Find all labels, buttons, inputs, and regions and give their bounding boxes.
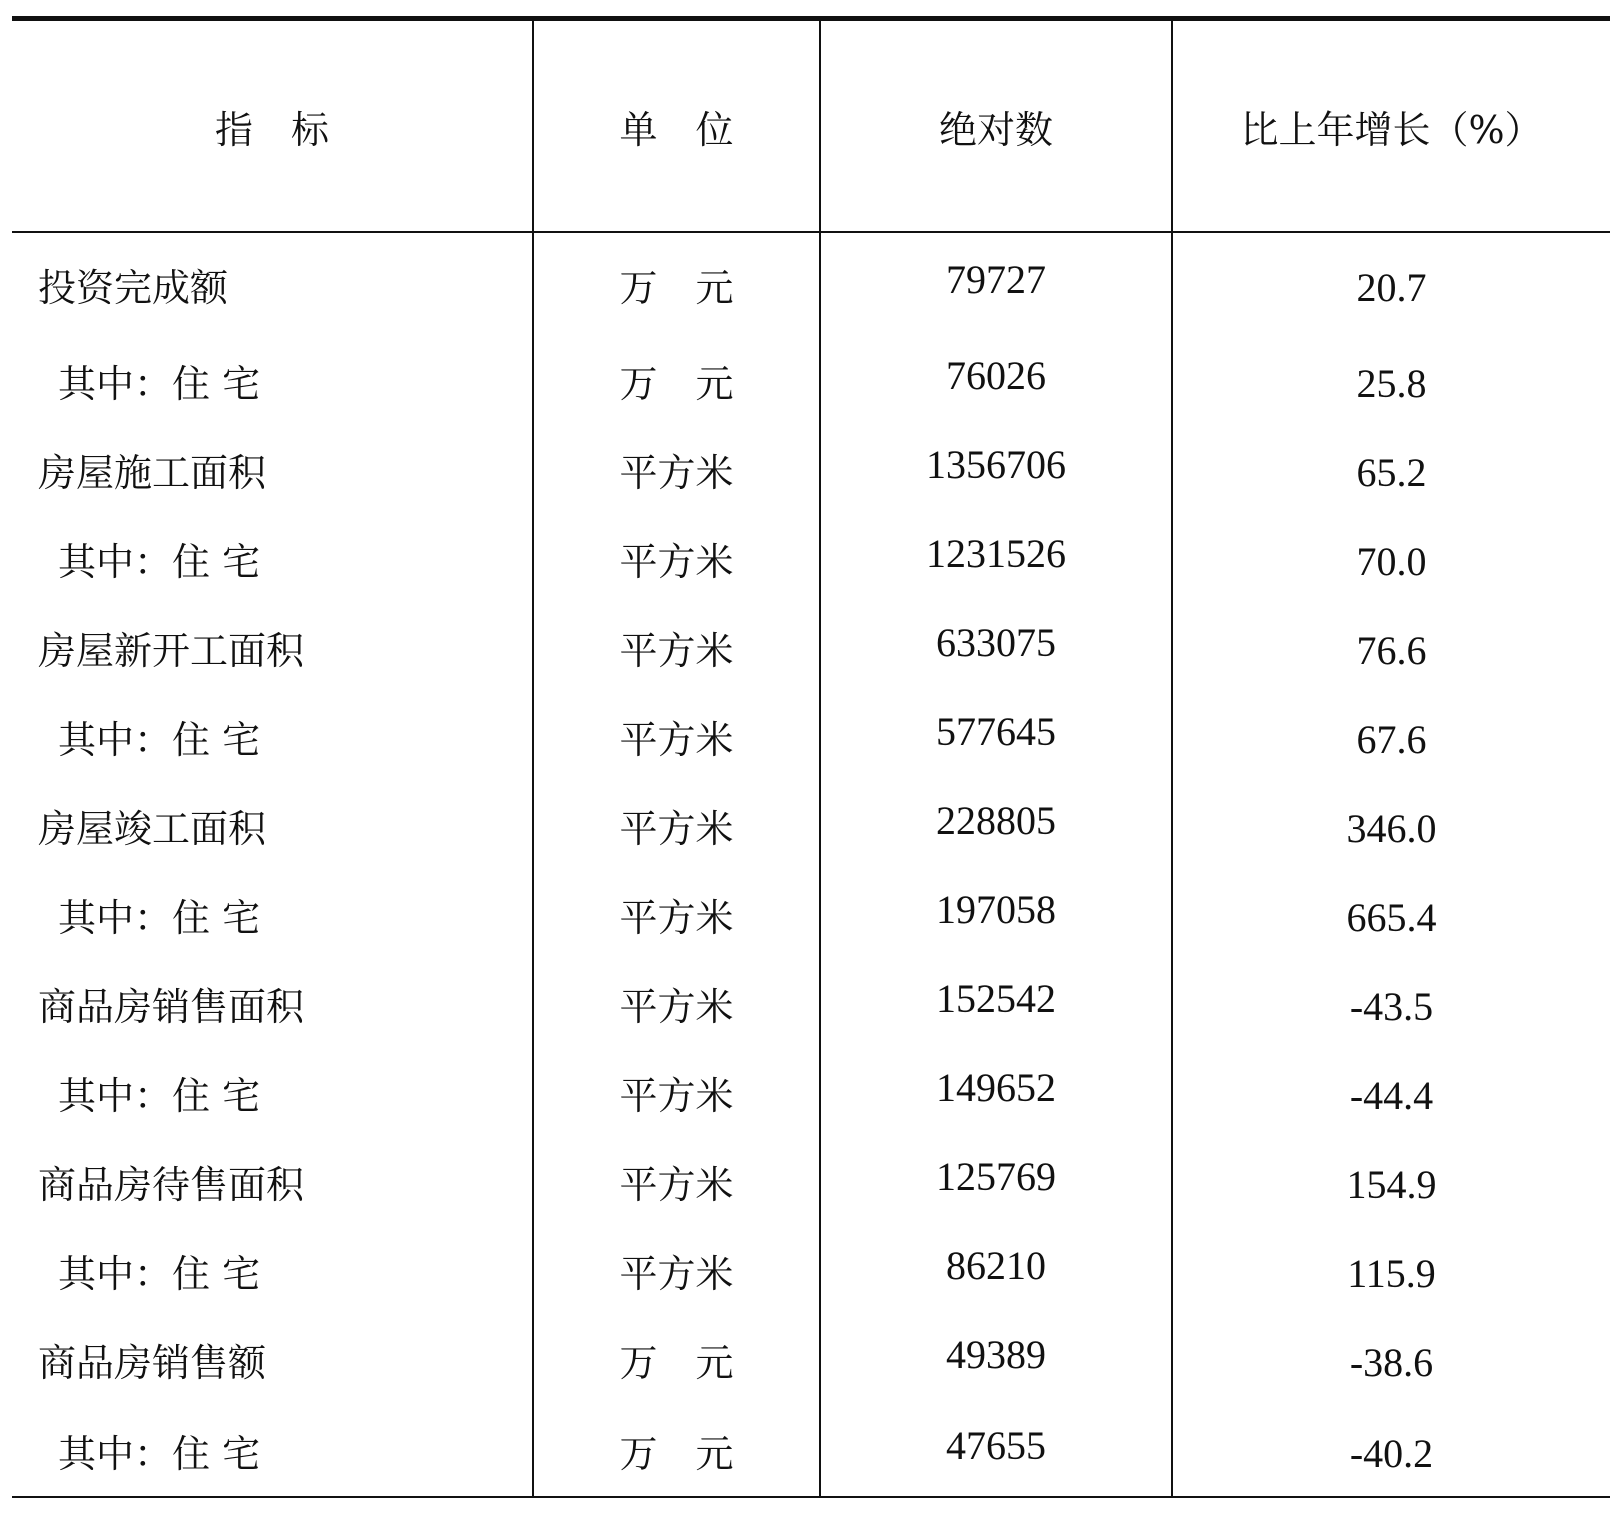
- table-row: [12, 425, 1610, 514]
- table-row: [12, 1404, 1610, 1497]
- growth-percent-cell: -38.6: [1172, 1315, 1610, 1404]
- table-row: [12, 514, 1610, 603]
- growth-percent-cell: 115.9: [1172, 1226, 1610, 1315]
- growth-percent-cell: 65.2: [1172, 425, 1610, 514]
- indicator-label: 房屋新开工面积: [38, 629, 305, 673]
- table-row: [12, 692, 1610, 781]
- indicator-label: 房屋竣工面积: [38, 807, 267, 851]
- table-row: [12, 781, 1610, 870]
- absolute-value-cell: 49389: [820, 1315, 1172, 1404]
- unit-cell: 平方米: [533, 692, 820, 781]
- absolute-value-cell: 228805: [820, 781, 1172, 870]
- unit-cell: 平方米: [533, 603, 820, 692]
- absolute-value-cell: 1231526: [820, 514, 1172, 603]
- unit-cell: 平方米: [533, 1137, 820, 1226]
- absolute-value-cell: 76026: [820, 336, 1172, 425]
- unit-cell: 万 元: [533, 1315, 820, 1404]
- indicator-sub-label: 其中：住 宅: [58, 1074, 261, 1118]
- growth-percent-cell: 25.8: [1172, 336, 1610, 425]
- unit-cell: 平方米: [533, 870, 820, 959]
- growth-percent-cell: 346.0: [1172, 781, 1610, 870]
- unit-cell: 平方米: [533, 1226, 820, 1315]
- growth-percent-cell: -44.4: [1172, 1048, 1610, 1137]
- unit-cell: 万 元: [533, 336, 820, 425]
- table-row: [12, 1226, 1610, 1315]
- absolute-value-cell: 152542: [820, 959, 1172, 1048]
- table-row: [12, 959, 1610, 1048]
- table-row: [12, 1048, 1610, 1137]
- absolute-value-cell: 149652: [820, 1048, 1172, 1137]
- unit-cell: 万 元: [533, 232, 820, 336]
- indicator-label: 投资完成额: [38, 266, 229, 310]
- indicator-label: 商品房销售额: [38, 1341, 267, 1385]
- growth-percent-cell: 76.6: [1172, 603, 1610, 692]
- indicator-sub-label: 其中：住 宅: [58, 362, 261, 406]
- indicator-sub-label: 其中：住 宅: [58, 540, 261, 584]
- header-indicator: 指 标: [12, 19, 533, 233]
- unit-cell: 平方米: [533, 959, 820, 1048]
- absolute-value-cell: 633075: [820, 603, 1172, 692]
- real-estate-stats-table: [12, 16, 1610, 1498]
- header-growth-percent: 比上年增长（%）: [1172, 19, 1610, 233]
- table-body: [12, 232, 1610, 1497]
- absolute-value-cell: 125769: [820, 1137, 1172, 1226]
- unit-cell: 平方米: [533, 1048, 820, 1137]
- header-unit: 单 位: [533, 19, 820, 233]
- growth-percent-cell: 154.9: [1172, 1137, 1610, 1226]
- indicator-sub-label: 其中：住 宅: [58, 718, 261, 762]
- growth-percent-cell: 20.7: [1172, 232, 1610, 336]
- absolute-value-cell: 47655: [820, 1404, 1172, 1497]
- indicator-label: 房屋施工面积: [38, 451, 267, 495]
- indicator-label: 商品房销售面积: [38, 985, 305, 1029]
- absolute-value-cell: 79727: [820, 232, 1172, 336]
- header-absolute-value: 绝对数: [820, 19, 1172, 233]
- table-row: [12, 232, 1610, 336]
- unit-cell: 平方米: [533, 425, 820, 514]
- absolute-value-cell: 197058: [820, 870, 1172, 959]
- table-row: [12, 1137, 1610, 1226]
- indicator-sub-label: 其中：住 宅: [58, 896, 261, 940]
- growth-percent-cell: 70.0: [1172, 514, 1610, 603]
- header-row: [12, 19, 1610, 233]
- growth-percent-cell: -40.2: [1172, 1404, 1610, 1497]
- unit-cell: 万 元: [533, 1404, 820, 1497]
- absolute-value-cell: 1356706: [820, 425, 1172, 514]
- unit-cell: 平方米: [533, 781, 820, 870]
- table-row: [12, 603, 1610, 692]
- growth-percent-cell: 665.4: [1172, 870, 1610, 959]
- indicator-label: 商品房待售面积: [38, 1163, 305, 1207]
- growth-percent-cell: -43.5: [1172, 959, 1610, 1048]
- growth-percent-cell: 67.6: [1172, 692, 1610, 781]
- absolute-value-cell: 577645: [820, 692, 1172, 781]
- absolute-value-cell: 86210: [820, 1226, 1172, 1315]
- table-row: [12, 336, 1610, 425]
- table-row: [12, 870, 1610, 959]
- table-row: [12, 1315, 1610, 1404]
- table-header: [12, 19, 1610, 233]
- indicator-sub-label: 其中：住 宅: [58, 1252, 261, 1296]
- indicator-sub-label: 其中：住 宅: [58, 1431, 261, 1476]
- unit-cell: 平方米: [533, 514, 820, 603]
